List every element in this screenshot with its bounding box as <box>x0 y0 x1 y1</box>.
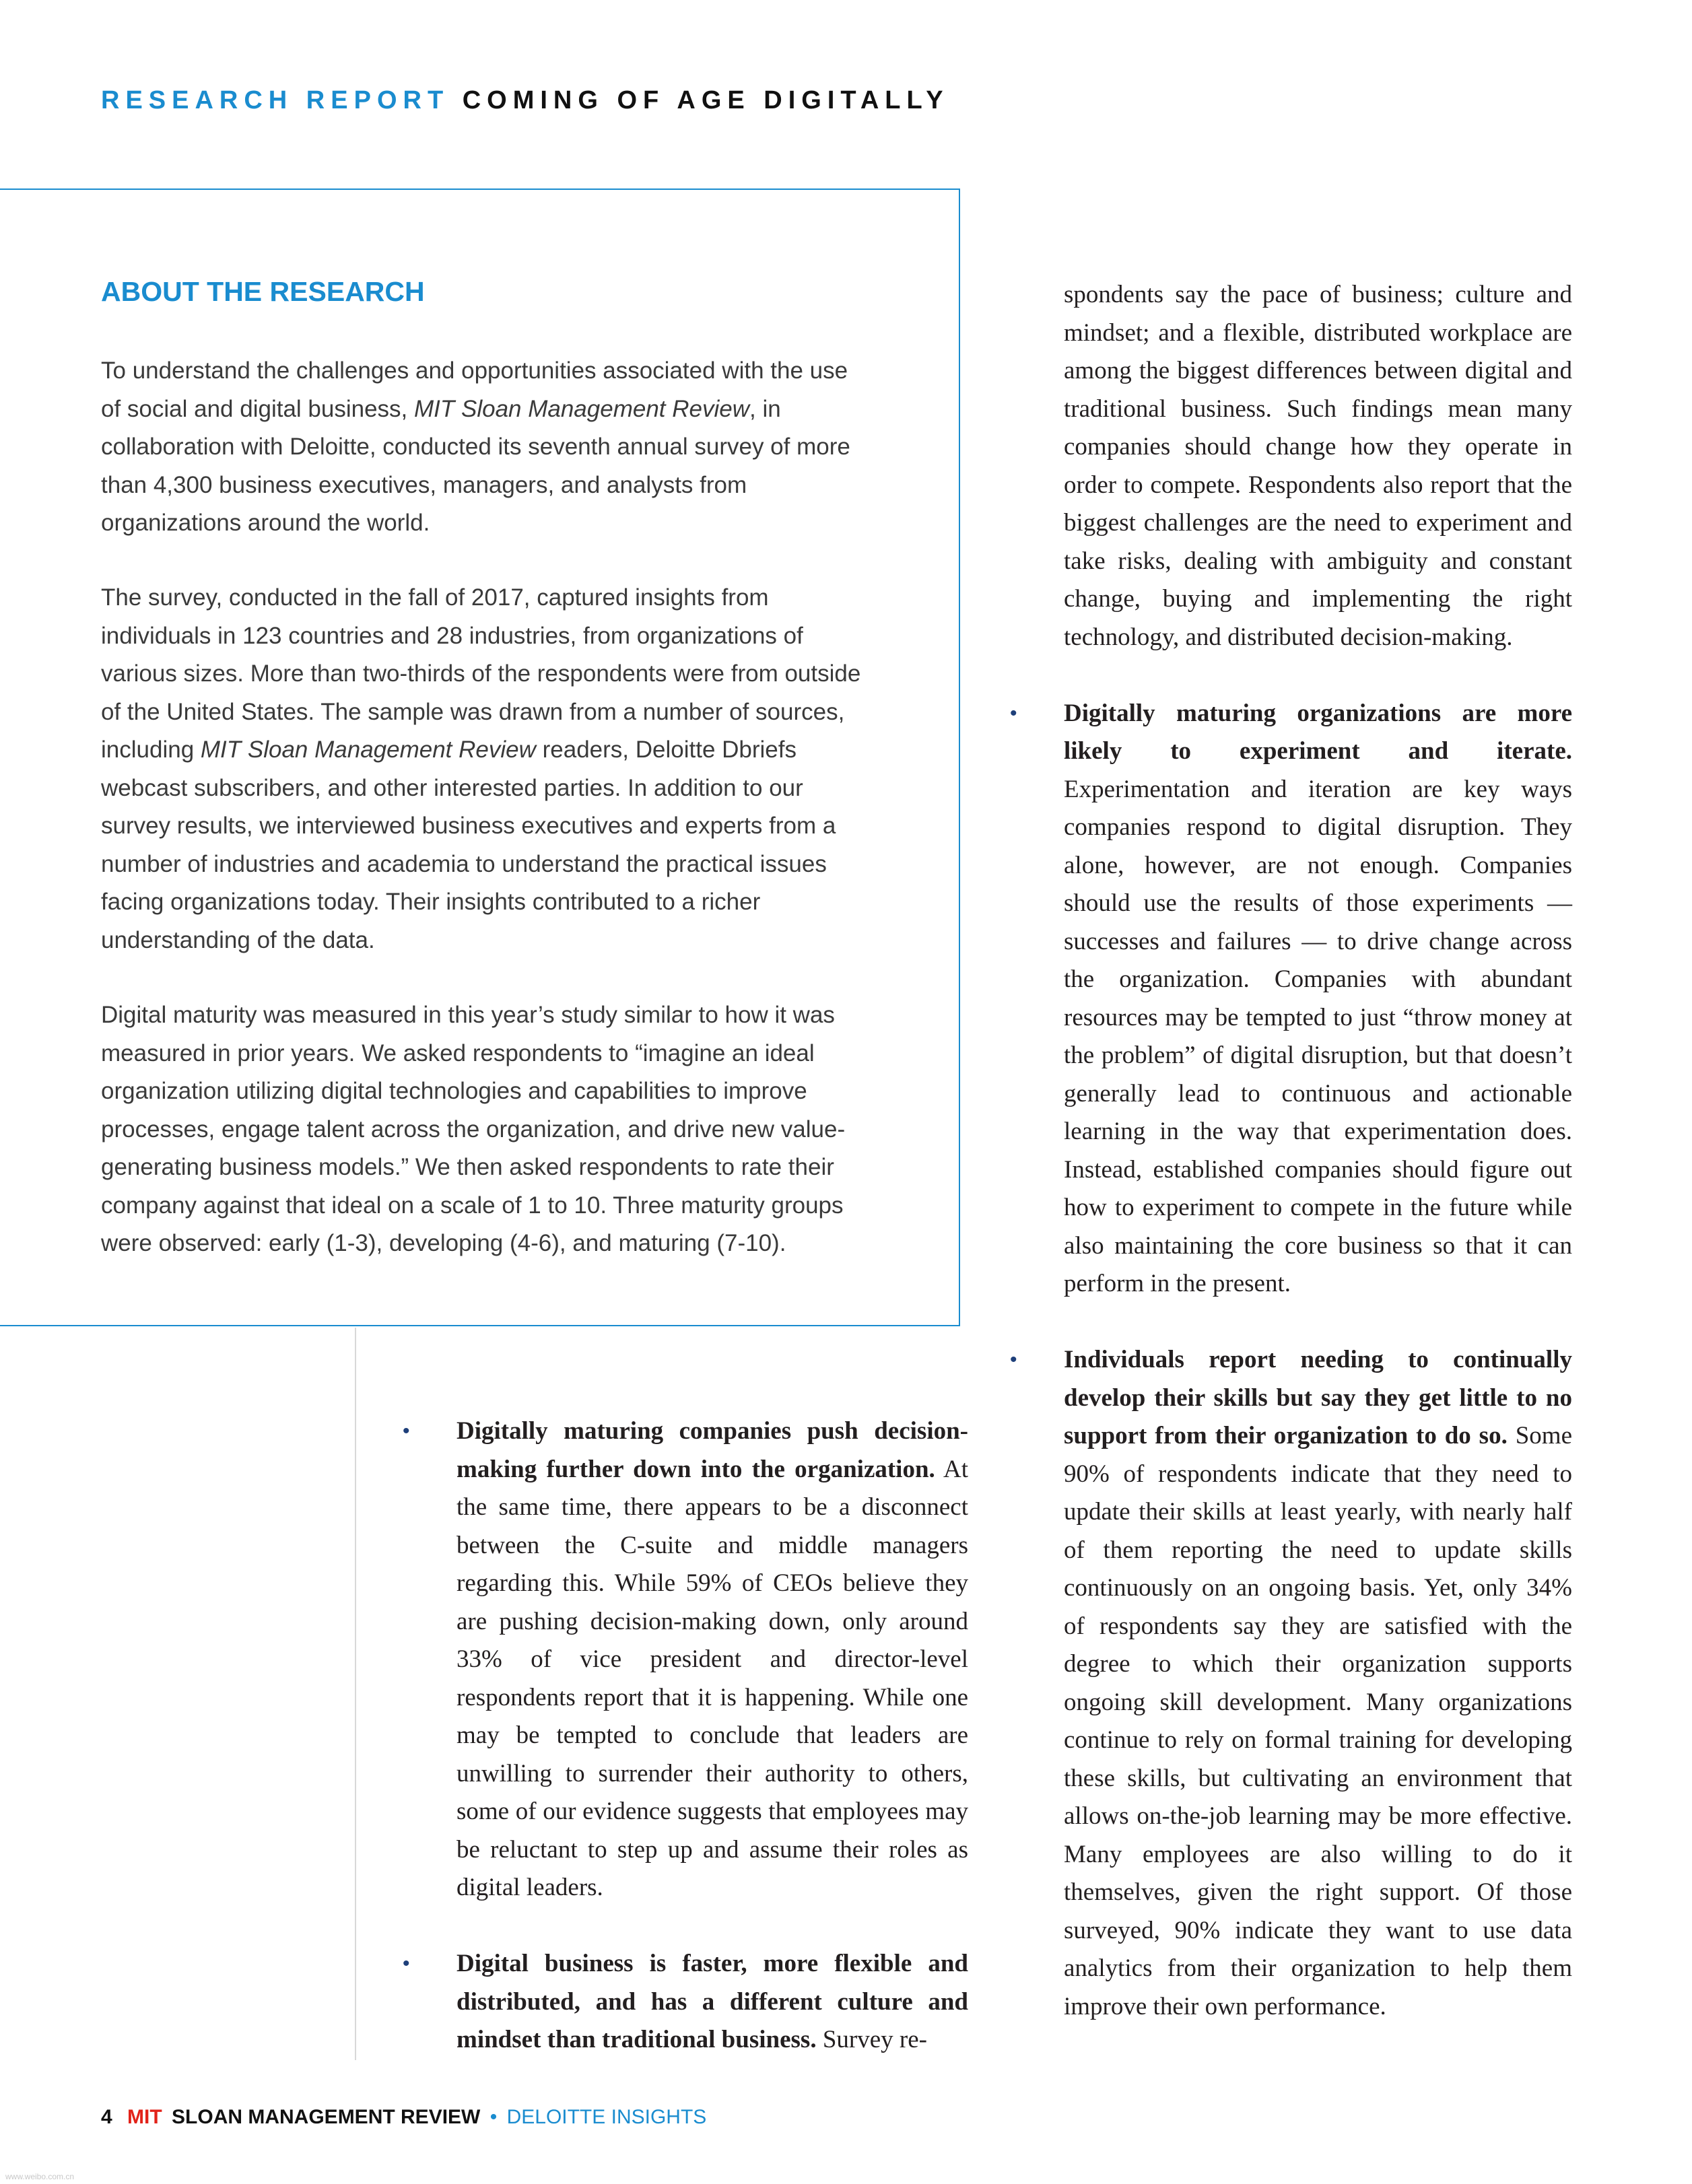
right-column <box>1010 276 1573 2026</box>
left-column <box>403 1412 968 2059</box>
finding-lead: Individuals report needing to continually develop their skills but say they get little to no support from their organization to do so. <box>1064 1346 1572 1449</box>
finding-item <box>403 1945 968 2059</box>
about-paragraph-2: The survey, conducted in the fall of 2017, captured insights from individuals in 123 countries and 28 industries, from organizations of various sizes. More than two-thirds of the respondents were from outside of the United States. The sample was drawn from a number of sources, including MIT Sloan Management Review readers, Deloitte Dbriefs webcast subscribers, and other interested parties. In addition to our survey results, we interviewed business executives and experts from a number of industries and academia to understand the practical issues facing organizations today. Their insights contributed to a richer understanding of the data. <box>101 584 861 953</box>
finding-lead: Digitally maturing organizations are more likely to experiment and iterate. <box>1064 699 1572 765</box>
finding-body: At the same time, there appears to be a disconnect between the C-suite and middle managers regarding this. While 59% of CEOs believe they are pushing decision-making down, only around 33% of vice president and director-level respondents report that it is happening. While one may be tempted to conclude that leaders are unwilling to surrender their authority to others, some of our evidence suggests that employees may be reluctant to step up and assume their roles as digital leaders. <box>456 1455 968 1901</box>
finding-lead: Digital business is faster, more flexible and distributed, and has a different culture and mindset than traditional business. <box>456 1950 968 2053</box>
continued-paragraph: spondents say the pace of business; culture and mindset; and a flexible, distributed workplace are among the biggest differences between digital and traditional business. Such findings mean many companies should change how they operate in order to compete. Respondents also report that the biggest challenges are the need to experiment and take risks, dealing with ambiguity and constant change, buying and implementing the right technology, and distributed decision-making. <box>1064 281 1572 651</box>
publication-name: MIT Sloan Management Review <box>414 395 749 422</box>
finding-item <box>403 1412 968 1907</box>
finding-lead: Digitally maturing companies push decision-making further down into the organization. <box>456 1417 968 1483</box>
partner-label: DELOITTE INSIGHTS <box>506 2106 707 2128</box>
header-report-title: COMING OF AGE DIGITALLY <box>462 86 949 114</box>
bullet-icon: • <box>403 1420 410 1442</box>
running-header <box>101 86 949 115</box>
about-title: ABOUT THE RESEARCH <box>101 276 425 307</box>
bullet-icon: • <box>1010 1349 1017 1371</box>
finding-item <box>1010 695 1572 1303</box>
bullet-icon: • <box>1010 702 1017 724</box>
publication-name: MIT Sloan Management Review <box>200 737 536 763</box>
bullet-icon: • <box>403 1952 410 1975</box>
column-divider <box>355 1328 356 2060</box>
finding-body: Experimentation and iteration are key ways companies respond to digital disruption. They alone, however, are not enough. Companies should use the results of those experiments — successes and failures — to drive change across the organization. Companies with abundant resources may be tempted to just “throw money at the problem” of digital disruption, but that doesn’t generally lead to continuous and actionable learning in the way that experimentation does. Instead, established companies should figure out how to experiment to compete in the future while also maintaining the core business so that it can perform in the present. <box>1064 775 1572 1297</box>
finding-body: Some 90% of respondents indicate that they need to update their skills at least yearly, with nearly half of them reporting the need to update skills continuously on an ongoing basis. Yet, only 34% of respondents say they are satisfied with the degree to which their organization supports ongoing skill development. Many organizations continue to rely on formal training for developing these skills, but cultivating an environment that allows on-the-job learning may be more effective. Many employees are also willing to do it themselves, given the right support. Of those surveyed, 90% indicate they want to use data analytics from their organization to help them improve their own performance. <box>1064 1422 1573 2020</box>
header-section-label: RESEARCH REPORT <box>101 86 450 114</box>
finding-item <box>1010 1341 1573 2026</box>
about-paragraph-1: To understand the challenges and opportunities associated with the use of social and digital business, MIT Sloan Management Review, in collaboration with Deloitte, conducted its seventh annual survey of more than 4,300 business executives, managers, and analysts from organizations around the world. <box>101 357 850 536</box>
mit-label: MIT <box>127 2106 162 2128</box>
watermark: www.weibo.com.cn <box>5 2172 75 2181</box>
footer-separator: • <box>489 2106 498 2128</box>
publication-label: SLOAN MANAGEMENT REVIEW <box>172 2106 481 2128</box>
page-number: 4 <box>101 2106 112 2128</box>
about-paragraph-3: Digital maturity was measured in this year’s study similar to how it was measured in prior years. We asked respondents to “imagine an ideal organization utilizing digital technologies and capabilities to improve processes, engage talent across the organization, and drive new value-generating business models.” We then asked respondents to rate their company against that ideal on a scale of 1 to 10. Three maturity groups were observed: early (1-3), developing (4-6), and maturing (7-10). <box>101 1002 846 1256</box>
page-footer <box>101 2106 706 2129</box>
finding-body: Survey re- <box>816 2026 927 2053</box>
